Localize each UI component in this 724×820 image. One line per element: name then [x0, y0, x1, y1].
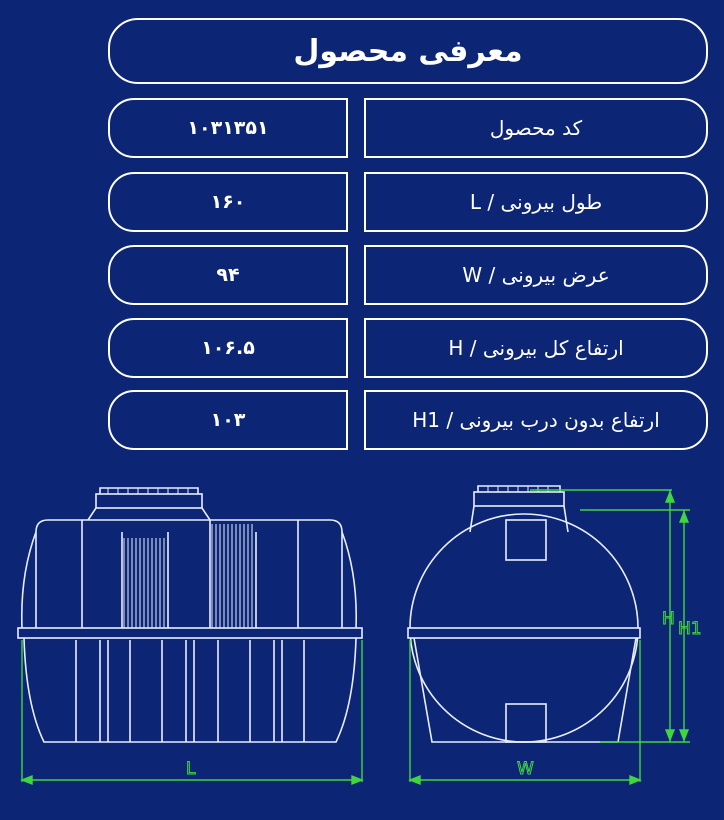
- height1-dimension-marker: H1: [678, 619, 702, 639]
- length-dimension-marker: L: [186, 759, 196, 779]
- height-label: ارتفاع کل بیرونی / H: [364, 318, 708, 378]
- page-title: معرفی محصول: [108, 18, 708, 84]
- tank-front-view: [18, 488, 362, 742]
- tank-side-view: [408, 486, 640, 742]
- length-value: ۱۶۰: [108, 172, 348, 232]
- product-code-label: کد محصول: [364, 98, 708, 158]
- height-dimension-marker: H: [662, 609, 675, 629]
- height-value: ۱۰۶.۵: [108, 318, 348, 378]
- width-value: ۹۴: [108, 245, 348, 305]
- height-without-lid-value: ۱۰۳: [108, 390, 348, 450]
- tank-technical-drawing: [0, 480, 724, 820]
- height-without-lid-label: ارتفاع بدون درب بیرونی / H1: [364, 390, 708, 450]
- product-code-value: ۱۰۳۱۳۵۱: [108, 98, 348, 158]
- length-label: طول بیرونی / L: [364, 172, 708, 232]
- width-dimension-marker: W: [517, 759, 534, 779]
- width-label: عرض بیرونی / W: [364, 245, 708, 305]
